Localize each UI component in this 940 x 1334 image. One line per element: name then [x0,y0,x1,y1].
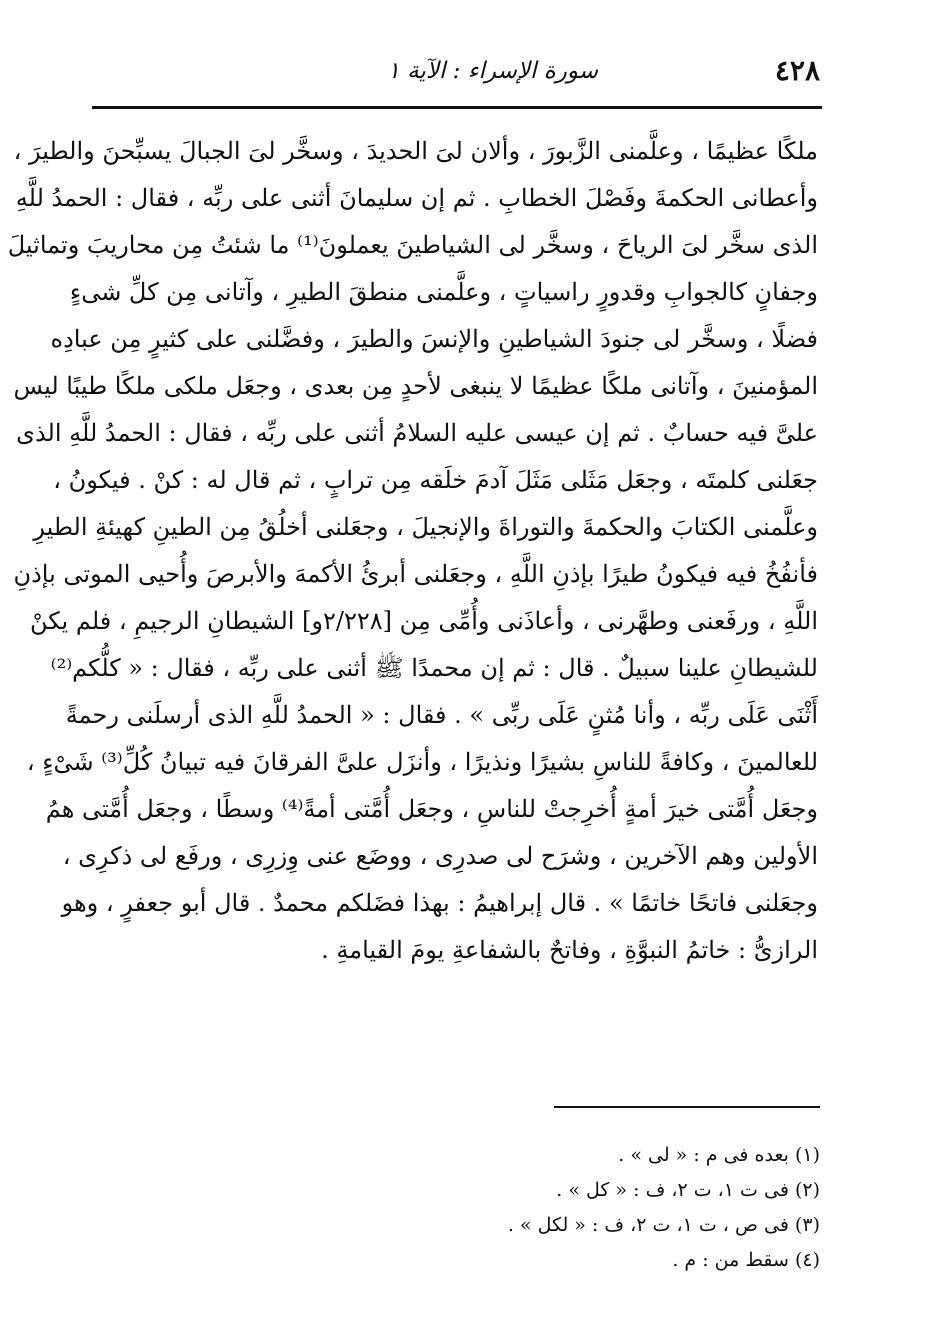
text-line: وجعَل أُمَّتى خيرَ أمةٍ أُخرِجتْ للناسِ ، وجعَل أُمَّتى أمةً⁽⁴⁾ وسطًا ، وجعَل أُمَّتى همُ [45,795,818,823]
text-line: الأولين وهم الآخرين ، وشرَح لى صدرِى ، ووضَع عنى وِزرِى ، ورفَع لى ذكرِى ، [62,842,818,870]
text-line: الرازىُّ : خاتمُ النبوَّةِ ، وفاتحٌ بالشفاعةِ يومَ القيامةِ . [321,936,818,964]
text-line: ملكًا عظيمًا ، وعلَّمنى الزَّبورَ ، وألان لىَ الحديدَ ، وسخَّر لىَ الجبالَ يسبِّحنَ والطيرَ ، [13,137,818,165]
footnote-rule [554,1106,820,1108]
footnotes [300,1138,820,1278]
running-title: سورة الإسراء : الآية ١ [387,58,598,84]
footnote: (٤) سقط من : م . [672,1249,820,1271]
text-line: المؤمنينَ ، وآتانى ملكًا عظيمًا لا ينبغى لأحدٍ مِن بعدى ، وجعَل ملكى ملكًا طيبًا ليس [13,372,818,400]
text-line: الذى سخَّر لىَ الرياحَ ، وسخَّر لى الشياطينَ يعملونَ⁽¹⁾ ما شئتُ مِن محاريبَ وتماثيلَ [7,231,818,259]
text-line: وأعطانى الحكمةَ وفَصْلَ الخطابِ . ثم إن سليمانَ أثنى على ربِّه ، فقال : الحمدُ للَّهِ [15,184,818,212]
page-number: ٤٢٨ [774,54,820,87]
text-line: فأنفُخُ فيه فيكونُ طيرًا بإذنِ اللَّهِ ، وجعَلنى أبرئُ الأكمهَ والأبرصَ وأُحيى الموتى بإذنِ [13,560,818,588]
text-line: وجفانٍ كالجوابِ وقدورٍ راسياتٍ ، وعلَّمنى منطقَ الطيرِ ، وآتانى مِن كلِّ شىءٍ [69,278,818,306]
text-line: وجعَلنى فاتحًا خاتمًا » . قال إبراهيمُ : بهذا فضَلكم محمدٌ . قال أبو جعفرٍ ، وهو [61,889,818,917]
body-text [7,128,818,974]
page-header [92,50,820,94]
footnote: (٢) فى ت ١، ت ٢، ف : « كل » . [556,1179,820,1201]
text-line: للعالمينَ ، وكافةً للناسِ بشيرًا ونذيرًا ، وأنزَل علىَّ الفرقانَ فيه تبيانُ كُلِّ⁽³⁾ شَىْءٍ ، [26,748,818,776]
text-line: فضلًا ، وسخَّر لى جنودَ الشياطينِ والإنسَ والطيرَ ، وفضَّلنى على كثيرٍ مِن عبادِه [50,325,818,353]
text-line: أَثْنَى عَلَى ربِّه ، وأنا مُثنٍ عَلَى ربِّى » . فقال : « الحمدُ للَّهِ الذى أرسلَنى رحمةً [65,701,818,729]
footnote: (١) بعده فى م : « لى » . [618,1144,820,1166]
footnote: (٣) فى ص ، ت ١، ت ٢، ف : « لكل » . [507,1214,820,1236]
text-line: اللَّهِ ، ورفَعنى وطهَّرنى ، وأعاذَنى وأُمِّى مِن [٢/٢٢٨و] الشيطانِ الرجيمِ ، فلم يكنْ [30,607,818,635]
text-line: جعَلنى كلمتَه ، وجعَل مَثَلى مَثَلَ آدمَ خلَقه مِن ترابٍ ، ثم قال له : كنْ . فيكونُ ، [53,466,818,494]
header-rule [92,106,822,109]
text-line: للشيطانِ علينا سبيلٌ . قال : ثم إن محمدًا ﷺ أثنى على ربِّه ، فقال : « كلُّكم⁽²⁾ [50,654,818,682]
text-line: علىَّ فيه حسابٌ . ثم إن عيسى عليه السلامُ أثنى على ربِّه ، فقال : الحمدُ للَّهِ الذى [16,419,818,447]
text-line: وعلَّمنى الكتابَ والحكمةَ والتوراةَ والإنجيلَ ، وجعَلنى أخلُقُ مِن الطينِ كهيئةِ الطيرِ [33,513,818,541]
